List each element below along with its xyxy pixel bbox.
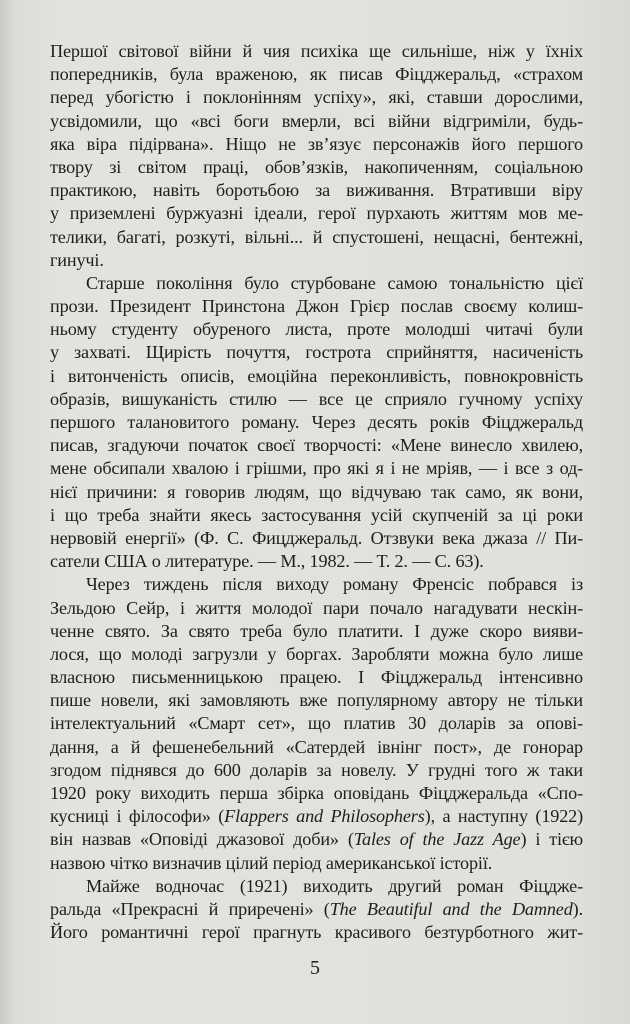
text-line <box>50 852 583 875</box>
text-segment: образів, вишуканість стилю — все це сприяло гучному успіху <box>50 388 583 409</box>
page-number: 5 <box>310 957 320 979</box>
text-line <box>50 689 583 712</box>
italic-title: The Beautiful and the Damned <box>329 898 573 919</box>
text-segment: ). <box>572 898 583 919</box>
text-line <box>50 597 583 620</box>
text-segment: дання, а й фешенебельний «Сатердей івнінг пост», де гонорар <box>50 736 583 757</box>
text-line <box>50 527 583 550</box>
text-segment: 1920 року виходить перша збірка оповідань Фіцджеральда «Спо- <box>50 783 583 803</box>
text-line <box>50 712 583 735</box>
text-line <box>50 295 583 318</box>
text-segment: усвідомили, що «всі боги вмерли, всі війни відгриміли, будь- <box>50 110 583 131</box>
text-line <box>50 341 583 364</box>
text-segment: нервовій енергії» (Ф. С. Фицджеральд. Отзвуки века джаза // Пи- <box>50 527 583 548</box>
text-segment: ), а наступну (1922) <box>424 806 584 827</box>
text-line <box>50 736 583 759</box>
text-segment: згодом піднявся до 600 доларів за новелу. У грудні того ж таки <box>50 759 583 780</box>
text-segment: кусниці і філософи» ( <box>50 806 225 827</box>
text-line <box>50 110 583 133</box>
text-segment: назвою чітко визначив цілий період американської історії. <box>50 852 493 873</box>
text-segment: гинучі. <box>50 249 104 270</box>
text-line <box>50 434 583 457</box>
text-segment: яка віра підірвана». Ніщо не зв’язує персонажів його першого <box>50 133 583 154</box>
text-line <box>50 898 583 921</box>
text-segment: ) і тією <box>520 829 583 850</box>
text-line <box>50 782 583 805</box>
text-line <box>50 805 583 828</box>
text-segment: твору зі світом праці, обов’язків, накопиченням, соціальною <box>50 156 583 177</box>
text-line <box>50 411 583 434</box>
italic-title: Tales of the Jazz Age <box>353 829 521 850</box>
text-segment: практикою, навіть боротьбою за виживання. Втративши віру <box>50 180 583 201</box>
text-line <box>50 133 583 156</box>
text-segment: мене обсипали хвалою і грішми, про які я і не мріяв, — і все з од- <box>50 458 583 479</box>
text-segment: першого талановитого роману. Через десять років Фіцджеральд <box>50 412 583 432</box>
text-segment: лося, що молоді загрузли у боргах. Заробляти можна було лише <box>50 643 583 664</box>
text-line <box>50 550 583 573</box>
text-line <box>50 63 583 86</box>
text-segment: він назвав «Оповіді джазової доби» ( <box>50 829 354 850</box>
text-segment: і що треба знайти якесь застосування усій скупченій за ці роки <box>50 504 583 525</box>
text-line <box>50 202 583 225</box>
text-segment: ральда «Прекрасні й приречені» ( <box>50 898 330 919</box>
text-segment: нієї причини: я говорив людям, що відчуваю так само, як вони, <box>50 481 583 502</box>
text-line <box>50 272 583 295</box>
text-line <box>50 457 583 480</box>
text-segment: телики, багаті, розкуті, вільні... й спустошені, нещасні, бентежні, <box>50 226 583 247</box>
text-line <box>50 666 583 689</box>
book-page-text <box>50 40 583 944</box>
text-line <box>50 249 583 272</box>
text-line <box>50 481 583 504</box>
text-line <box>50 759 583 782</box>
text-segment: Через тиждень після виходу роману Френсіс побрався із <box>86 574 583 595</box>
text-line <box>50 86 583 109</box>
text-line <box>50 504 583 527</box>
text-segment: сатели США о литературе. — М., 1982. — Т. 2. — С. 63). <box>50 551 484 572</box>
text-line <box>50 875 583 898</box>
text-segment: інтелектуальний «Смарт сет», що платив 30 доларів за опові- <box>50 713 583 734</box>
text-segment: пише новели, які замовляють вже популярному автору не тільки <box>50 690 583 711</box>
text-segment: у захваті. Щирість почуття, гострота сприйняття, насиченість <box>50 342 583 363</box>
text-segment: ченне свято. За свято треба було платити. І дуже скоро вияви- <box>50 620 583 641</box>
text-segment: Старше покоління було стурбоване самою тональністю цієї <box>86 272 583 293</box>
text-segment: попередників, була враженою, як писав Фіцджеральд, «страхом <box>50 64 583 85</box>
text-line <box>50 156 583 179</box>
text-segment: прози. Президент Принстона Джон Грієр послав своєму колиш- <box>50 296 583 317</box>
text-line <box>50 226 583 249</box>
text-segment: перед убогістю і поклонінням успіху», які, ставши дорослими, <box>50 87 583 108</box>
text-line <box>50 388 583 411</box>
text-line <box>50 643 583 666</box>
text-line <box>50 179 583 202</box>
text-segment: власною письменницькою працею. І Фіцджеральд інтенсивно <box>50 667 583 688</box>
text-line <box>50 921 583 944</box>
text-line <box>50 828 583 851</box>
text-segment: Майже водночас (1921) виходить другий роман Фіцдже- <box>86 875 583 896</box>
text-segment: Його романтичні герої прагнуть красивого безтурботного жит- <box>50 922 583 943</box>
text-line <box>50 365 583 388</box>
text-segment: Зельдою Сейр, і життя молодої пари почало нагадувати нескін- <box>50 597 583 618</box>
text-segment: Першої світової війни й чия психіка ще сильніше, ніж у їхніх <box>50 41 583 61</box>
text-line <box>50 40 583 63</box>
text-line <box>50 318 583 341</box>
text-segment: у приземлені буржуазні ідеали, герої пурхають життям мов ме- <box>50 203 583 224</box>
text-segment: ньому студенту обуреного листа, проте молодші читачі були <box>50 319 583 340</box>
text-segment: і витонченість описів, емоційна переконливість, повнокровність <box>50 365 583 386</box>
italic-title: Flappers and Philosophers <box>224 806 425 827</box>
text-line <box>50 620 583 643</box>
text-line <box>50 573 583 596</box>
text-segment: писав, згадуючи початок своєї творчості: «Мене винесло хвилею, <box>50 435 583 456</box>
